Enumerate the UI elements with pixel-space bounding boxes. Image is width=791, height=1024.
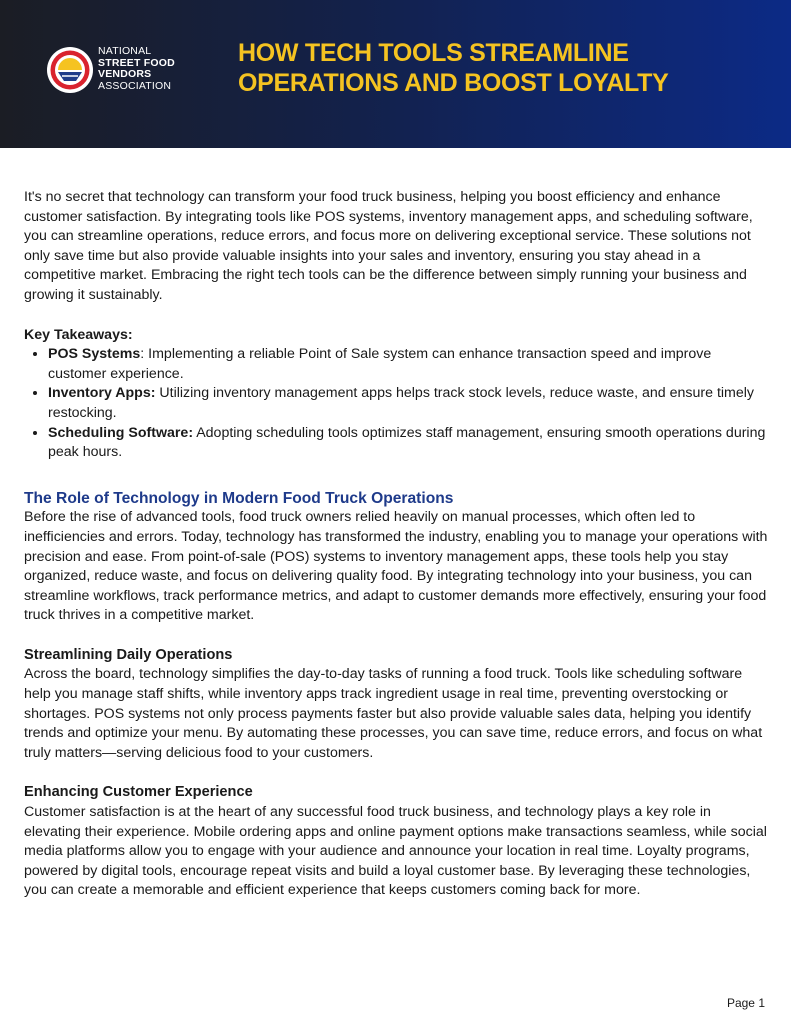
section-heading-customer-experience: Enhancing Customer Experience: [24, 784, 253, 801]
org-line-4: ASSOCIATION: [98, 79, 172, 92]
takeaway-text: : Implementing a reliable Point of Sale system can enhance transaction speed and improve customer experience.: [48, 346, 712, 382]
page-title: HOW TECH TOOLS STREAMLINE OPERATIONS AND BOOST LOYALTY: [238, 39, 669, 97]
takeaway-term: POS Systems: [48, 346, 141, 363]
org-line-2: STREET FOOD: [98, 56, 175, 69]
takeaway-text: Adopting scheduling tools optimizes staff management, ensuring smooth operations during peak hours.: [48, 424, 766, 461]
key-takeaways-list: [24, 345, 769, 463]
list-item: [48, 384, 769, 423]
takeaway-text: Utilizing inventory management apps helps track stock levels, reduce waste, and ensure timely restocking.: [48, 385, 754, 421]
nsfva-logo-icon: [46, 46, 94, 94]
section-paragraph: Across the board, technology simplifies the day-to-day tasks of running a food truck. Tools like scheduling software help you manage staff shifts, while inventory apps track ingredient usage in real time, preventing overstocking or shortages. POS systems not only process payments faster but also provide valuable sales data, helping you identify trends and optimize your menu. By automating these processes, you can save time, reduce errors, and focus on what truly matters—serving delicious food to your customers.: [24, 666, 763, 761]
takeaway-term: Inventory Apps:: [48, 385, 156, 402]
key-takeaways-heading: Key Takeaways:: [24, 326, 133, 343]
section-heading-role-of-technology: The Role of Technology in Modern Food Truck Operations: [24, 489, 454, 507]
section-heading-streamlining: Streamlining Daily Operations: [24, 646, 233, 663]
list-item: [48, 345, 769, 384]
section-paragraph: Customer satisfaction is at the heart of any successful food truck business, and technology plays a key role in elevating their experience. Mobile ordering apps and online payment options make transactions seamless, while social media platforms allow you to engage with your audience and announce your location in real time. Loyalty programs, powered by digital tools, encourage repeat visits and build a loyal customer base. By leveraging these technologies, you can create a memorable and efficient experience that keeps customers coming back for more.: [24, 804, 767, 899]
org-line-3: VENDORS: [98, 68, 152, 80]
page-number: Page 1: [726, 996, 765, 1010]
page-header: [0, 0, 791, 148]
org-line-1: NATIONAL: [98, 45, 152, 57]
article-body: [24, 188, 769, 901]
list-item: [48, 424, 769, 463]
intro-paragraph: It's no secret that technology can transform your food truck business, helping you boost efficiency and enhance customer satisfaction. By integrating tools like POS systems, inventory management apps, and scheduling software, you can streamline operations, reduce errors, and focus more on delivering exceptional service. These solutions not only save time but also provide valuable insights into your sales and inventory, ensuring you stay ahead in a competitive market. Embracing the right tech tools can be the difference between simply running your business and growing it sustainably.: [24, 189, 753, 303]
takeaway-term: Scheduling Software:: [48, 424, 194, 441]
section-paragraph: Before the rise of advanced tools, food truck owners relied heavily on manual processes, which often led to inefficiencies and errors. Today, technology has transformed the industry, enabling you to manage your operations with precision and ease. From point-of-sale (POS) systems to inventory management apps, these tools help you stay organized, reduce waste, and focus on delivering quality food. By integrating technology into your business, you can streamline workflows, track performance metrics, and adapt to customer demands more effectively, ensuring your food truck thrives in a competitive market.: [24, 509, 768, 624]
org-name: [98, 46, 175, 92]
